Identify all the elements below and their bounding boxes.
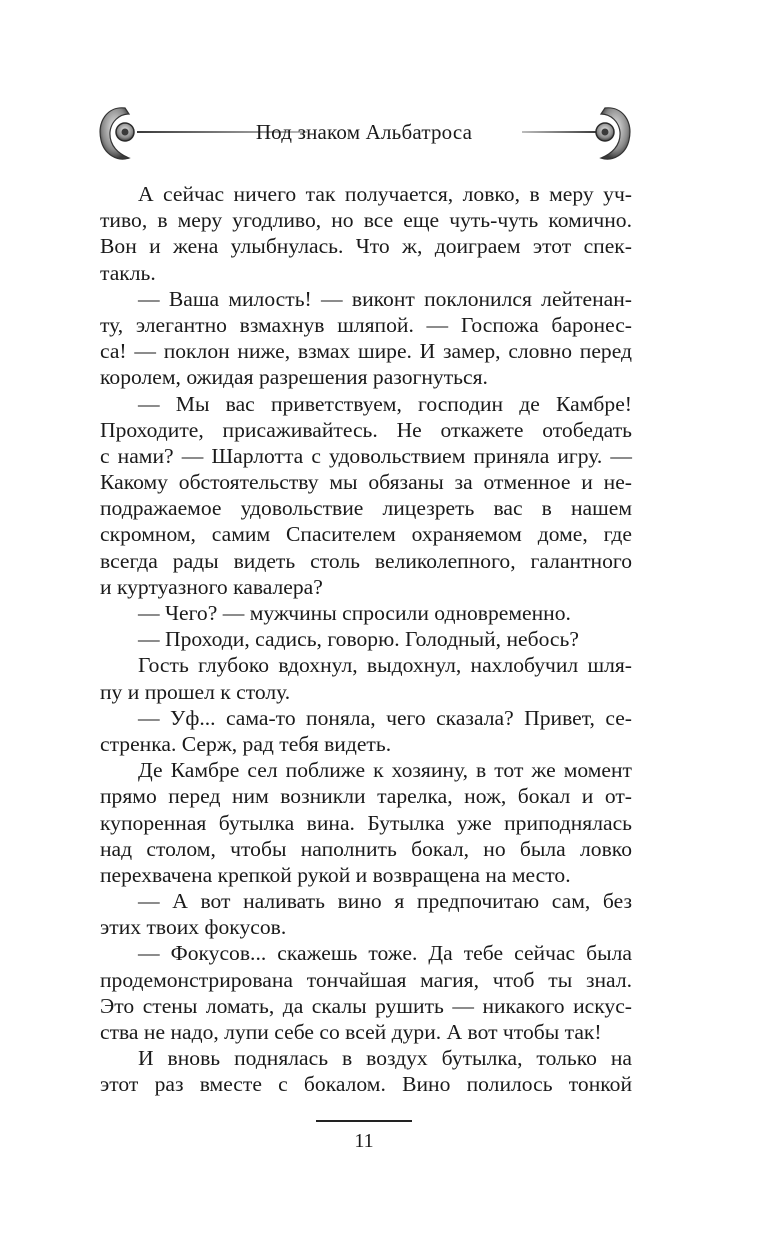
text-line: — Уф... сама-то поняла, чего сказала? Привет, се- [138, 705, 632, 730]
text-line: Это стены ломать, да скалы рушить — никакого искус- [100, 993, 632, 1018]
text-line: — Проходи, садись, говорю. Голодный, небось? [138, 627, 579, 652]
running-header [95, 102, 633, 166]
text-line: Де Камбре сел поближе к хозяину, в тот же момент [138, 758, 632, 783]
text-line: купоренная бутылка вина. Бутылка уже приподнялась [100, 810, 632, 835]
text-line: ства не надо, лупи себе со всей дури. А вот чтобы так! [100, 1020, 602, 1044]
running-title: Под знаком Альбатроса [255, 120, 473, 144]
text-line: этих твоих фокусов. [100, 915, 287, 940]
text-line: Вон и жена улыбнулась. Что ж, доиграем этот спек- [100, 234, 632, 259]
text-line: Какому обстоятельству мы обязаны за отменное и не- [100, 470, 632, 495]
text-line: са! — поклон ниже, взмах шире. И замер, словно перед [100, 339, 632, 364]
text-line: с нами? — Шарлотта с удовольствием приняла игру. — [100, 443, 632, 468]
text-line: — Чего? — мужчины спросили одновременно. [138, 601, 571, 625]
text-line: И вновь поднялась в воздух бутылка, только на [138, 1046, 632, 1071]
page-number: 11 [354, 1130, 374, 1152]
text-line: — Ваша милость! — виконт поклонился лейтенан- [138, 286, 632, 311]
text-line: прямо перед ним возникли тарелка, нож, бокал и от- [100, 784, 632, 809]
text-line: ту, элегантно взмахнув шляпой. — Госпожа баронес- [100, 312, 632, 337]
text-line: подражаемое удовольствие лицезреть вас в нашем [100, 496, 632, 521]
text-line: — Фокусов... скажешь тоже. Да тебе сейчас была [138, 941, 632, 966]
text-line: над столом, чтобы наполнить бокал, но была ловко [100, 836, 632, 861]
text-line: перехвачена крепкой рукой и возвращена на место. [100, 862, 571, 887]
text-line: продемонстрирована тончайшая магия, чтоб ты знал. [100, 967, 632, 992]
text-line: и куртуазного кавалера? [100, 574, 323, 599]
text-line: стренка. Серж, рад тебя видеть. [100, 731, 392, 756]
text-line: — Мы вас приветствуем, господин де Камбре! [138, 391, 632, 416]
text-line: королем, ожидая разрешения разогнуться. [100, 365, 488, 390]
footer-rule [316, 1120, 412, 1122]
text-line: — А вот наливать вино я предпочитаю сам, без [138, 889, 632, 914]
text-line: Гость глубоко вдохнул, выдохнул, нахлобучил шля- [138, 653, 632, 678]
text-line: пу и прошел к столу. [100, 679, 291, 704]
scroll-ornament-right-icon [587, 102, 635, 166]
text-line: этот раз вместе с бокалом. Вино полилось тонкой [100, 1072, 632, 1097]
text-line: скромном, самим Спасителем охраняемом доме, где [100, 522, 632, 547]
text-line: всегда рады видеть столь великолепного, галантного [100, 548, 632, 573]
text-line: такль. [100, 260, 156, 285]
text-line: Проходите, присаживайтесь. Не откажете отобедать [100, 417, 632, 442]
header-rule-right [522, 131, 597, 133]
page-body [100, 181, 632, 1098]
text-line: А сейчас ничего так получается, ловко, в меру уч- [138, 182, 632, 206]
text-line: тиво, в меру угодливо, но все еще чуть-чуть комично. [100, 208, 632, 233]
